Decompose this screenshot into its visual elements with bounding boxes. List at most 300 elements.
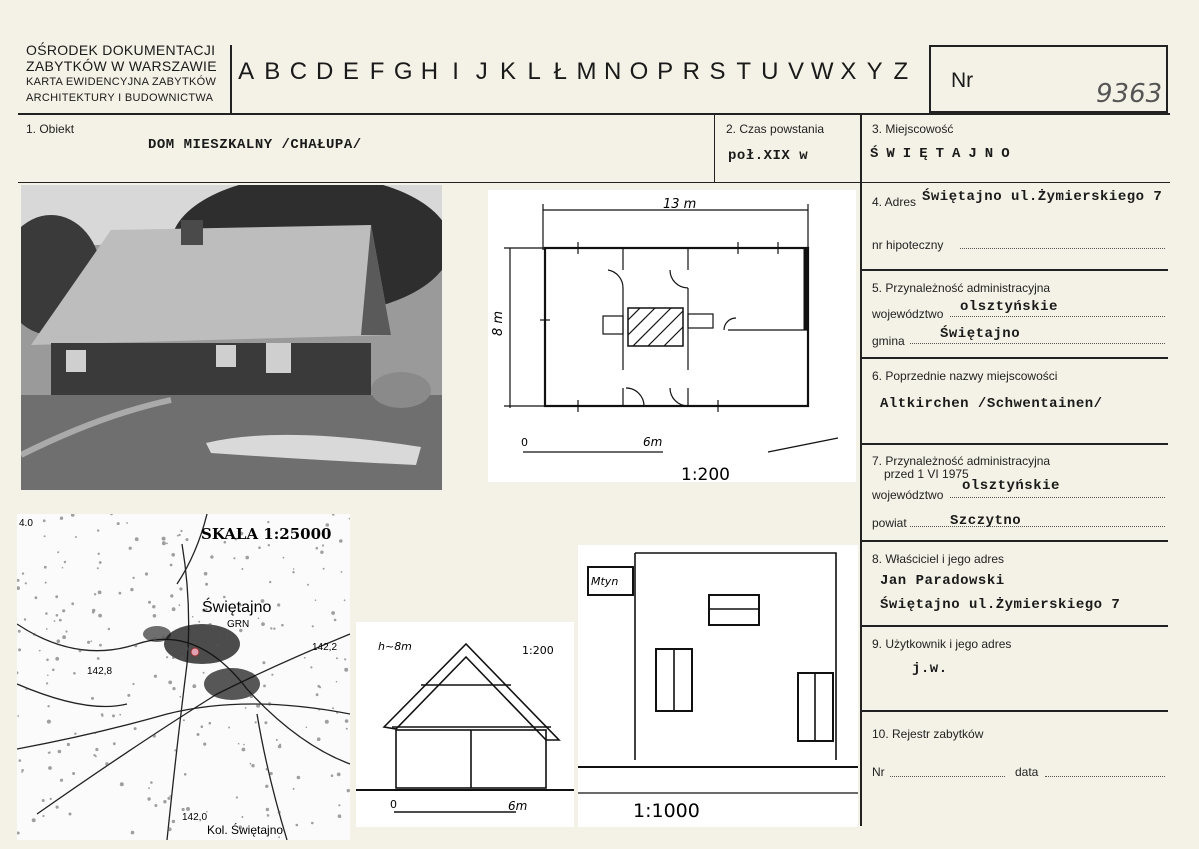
map-symbol xyxy=(320,551,323,554)
map-symbol xyxy=(186,538,189,541)
wlasciciel-line2: Świętajno ul.Żymierskiego 7 xyxy=(880,597,1121,613)
map-symbol xyxy=(163,800,166,803)
map-symbol xyxy=(172,687,175,690)
map-symbol xyxy=(135,537,139,541)
map-symbol xyxy=(62,609,65,612)
map-symbol xyxy=(276,739,278,741)
map-symbol xyxy=(267,814,270,817)
section-scalebar-label: 6m xyxy=(508,799,528,813)
map-symbol xyxy=(278,745,282,749)
map-symbol xyxy=(113,742,116,745)
org-line-2: ZABYTKÓW W WARSZAWIE xyxy=(26,58,217,74)
map-symbol xyxy=(323,568,325,570)
map-symbol xyxy=(44,566,47,569)
map-symbol xyxy=(304,657,306,659)
map-symbol xyxy=(336,681,338,683)
nr-value: 9363 xyxy=(1096,79,1163,109)
map-symbol xyxy=(71,602,74,605)
map-symbol xyxy=(192,616,194,618)
letter-15: O xyxy=(629,58,649,85)
map-symbol xyxy=(169,795,171,797)
admin-old-label: 7. Przynależność administracyjna xyxy=(872,454,1051,468)
powiat-value: Szczytno xyxy=(950,513,1022,529)
map-symbol xyxy=(268,544,270,546)
plan-width-label: 13 m xyxy=(663,197,697,212)
letter-10: K xyxy=(499,58,516,85)
map-symbol xyxy=(120,782,124,786)
map-symbol xyxy=(19,759,22,762)
map-card xyxy=(17,514,350,840)
powiat-label: powiat xyxy=(872,516,907,530)
map-symbol xyxy=(278,811,281,814)
letter-2: C xyxy=(289,58,308,85)
map-symbol xyxy=(147,797,150,800)
map-symbol xyxy=(185,647,189,651)
letter-14: N xyxy=(604,58,622,85)
rejestr-data-label: data xyxy=(1015,765,1039,779)
map-symbol xyxy=(268,702,271,705)
map-symbol xyxy=(119,714,121,716)
map-symbol xyxy=(42,799,45,802)
plan-scalebar-label: 6m xyxy=(643,435,663,449)
map-symbol xyxy=(112,714,115,717)
map-symbol xyxy=(119,592,122,595)
map-symbol xyxy=(99,644,102,647)
map-symbol xyxy=(150,781,153,784)
map-symbol xyxy=(152,605,155,608)
map-symbol xyxy=(44,535,46,537)
map-symbol xyxy=(131,831,135,835)
letter-16: P xyxy=(657,58,674,85)
map-symbol xyxy=(24,618,26,620)
map-symbol xyxy=(184,773,187,776)
map-symbol xyxy=(178,534,180,536)
letter-20: U xyxy=(761,58,779,85)
letter-11: L xyxy=(527,58,541,85)
map-symbol xyxy=(293,788,295,790)
map-symbol xyxy=(258,546,261,549)
letter-21: V xyxy=(788,58,805,85)
map-symbol xyxy=(181,657,184,660)
map-symbol xyxy=(168,681,172,685)
map-symbol xyxy=(148,601,151,604)
map-drawing xyxy=(17,514,350,840)
map-symbol xyxy=(97,657,100,660)
letter-22: W xyxy=(810,58,834,85)
admin-old-sub: przed 1 VI 1975 xyxy=(884,467,969,481)
letter-6: G xyxy=(393,58,413,85)
map-symbol xyxy=(43,519,46,522)
letter-3: D xyxy=(315,58,334,85)
map-symbol xyxy=(62,567,64,569)
rejestr-label: 10. Rejestr zabytków xyxy=(872,727,984,741)
map-symbol xyxy=(134,644,137,647)
map-symbol xyxy=(75,536,77,538)
map-symbol xyxy=(273,628,275,630)
site-tag: Mtyn xyxy=(591,575,619,588)
map-symbol xyxy=(59,619,62,622)
site-scale: 1:1000 xyxy=(633,800,700,822)
map-symbol xyxy=(325,720,329,724)
poprzednie-label: 6. Poprzednie nazwy miejscowości xyxy=(872,369,1058,383)
map-grn: GRN xyxy=(227,619,250,630)
map-symbol xyxy=(264,721,267,724)
wojewodztwo-old-label: województwo xyxy=(872,488,944,502)
map-symbol xyxy=(148,787,150,789)
map-symbol xyxy=(33,633,36,636)
map-symbol xyxy=(317,737,321,741)
plan-scale: 1:200 xyxy=(681,465,730,482)
map-symbol xyxy=(241,568,243,570)
map-symbol xyxy=(162,636,165,639)
map-symbol xyxy=(47,720,51,724)
map-symbol xyxy=(95,748,98,751)
map-symbol xyxy=(250,694,254,698)
org-line-1: OŚRODEK DOKUMENTACJI xyxy=(26,42,216,58)
map-symbol xyxy=(168,827,172,831)
map-symbol xyxy=(32,818,36,822)
map-symbol xyxy=(50,798,52,800)
map-symbol xyxy=(203,743,206,746)
map-symbol xyxy=(318,708,321,711)
map-symbol xyxy=(238,743,240,745)
map-symbol xyxy=(338,814,342,818)
map-symbol xyxy=(242,748,246,752)
letter-9: J xyxy=(475,58,488,85)
map-symbol xyxy=(45,612,48,615)
map-symbol xyxy=(219,638,221,640)
map-symbol xyxy=(65,630,67,632)
map-symbol xyxy=(269,581,271,583)
map-symbol xyxy=(42,815,44,817)
map-symbol xyxy=(296,824,299,827)
map-symbol xyxy=(145,572,148,575)
letter-19: T xyxy=(736,58,751,85)
map-symbol xyxy=(256,704,260,708)
map-symbol xyxy=(345,719,349,723)
map-symbol xyxy=(223,596,226,599)
map-symbol xyxy=(216,643,219,646)
map-symbol xyxy=(153,614,157,618)
letter-24: Y xyxy=(866,58,883,85)
map-symbol xyxy=(117,522,120,525)
map-symbol xyxy=(153,637,156,640)
map-symbol xyxy=(162,537,166,541)
map-symbol xyxy=(54,620,56,622)
map-symbol xyxy=(177,535,179,537)
map-symbol xyxy=(337,773,341,777)
map-symbol xyxy=(172,656,175,659)
map-symbol xyxy=(52,669,55,672)
map-symbol xyxy=(208,623,212,627)
map-bottom-label: Kol. Świętajno xyxy=(207,823,284,837)
map-symbol xyxy=(310,666,312,668)
map-symbol xyxy=(18,630,21,633)
map-symbol xyxy=(241,816,243,818)
map-symbol xyxy=(265,785,268,788)
obiekt-value: DOM MIESZKALNY /CHAŁUPA/ xyxy=(148,137,362,153)
map-symbol xyxy=(17,715,19,717)
map-symbol xyxy=(170,594,173,597)
map-symbol xyxy=(130,588,133,591)
map-symbol xyxy=(226,634,228,636)
map-elev-2: 142,8 xyxy=(87,666,113,677)
map-symbol xyxy=(339,539,343,543)
floor-plan-drawing xyxy=(488,190,856,482)
wojewodztwo-label: województwo xyxy=(872,307,944,321)
map-symbol xyxy=(56,806,59,809)
map-symbol xyxy=(166,656,168,658)
map-symbol xyxy=(97,529,99,531)
map-symbol xyxy=(319,686,321,688)
map-symbol xyxy=(266,808,269,811)
wlasciciel-line1: Jan Paradowski xyxy=(880,573,1005,589)
map-symbol xyxy=(172,607,176,611)
house-photo-image xyxy=(21,185,442,490)
uzytkownik-value: j.w. xyxy=(912,661,948,677)
section-card xyxy=(356,622,574,827)
map-symbol xyxy=(91,640,93,642)
map-symbol xyxy=(316,693,319,696)
map-symbol xyxy=(293,568,295,570)
map-symbol xyxy=(72,772,75,775)
map-symbol xyxy=(73,672,76,675)
map-symbol xyxy=(98,614,102,618)
map-symbol xyxy=(203,672,205,674)
wojewodztwo-value: olsztyńskie xyxy=(960,299,1058,315)
letter-0: A xyxy=(238,58,255,85)
map-scale-label: SKALA 1:25000 xyxy=(201,525,332,543)
map-symbol xyxy=(46,682,48,684)
map-symbol xyxy=(46,659,49,662)
map-symbol xyxy=(21,771,23,773)
map-left-top: 4.0 xyxy=(19,518,33,529)
map-symbol xyxy=(334,619,337,622)
section-height-label: h~8m xyxy=(378,640,412,653)
map-town: Świętajno xyxy=(202,599,272,616)
map-symbol xyxy=(55,657,59,661)
map-symbol xyxy=(170,564,173,567)
map-symbol xyxy=(45,582,47,584)
map-symbol xyxy=(57,551,59,553)
map-symbol xyxy=(346,728,348,730)
map-symbol xyxy=(255,721,257,723)
map-symbol xyxy=(267,521,269,523)
map-symbol xyxy=(94,732,96,734)
map-symbol xyxy=(277,603,280,606)
map-symbol xyxy=(49,751,51,753)
map-symbol xyxy=(47,705,49,707)
map-symbol xyxy=(312,625,314,627)
map-symbol xyxy=(186,807,190,811)
map-symbol xyxy=(205,583,208,586)
letter-7: H xyxy=(420,58,439,85)
map-symbol xyxy=(262,661,265,664)
gmina-value: Świętajno xyxy=(940,326,1021,342)
map-symbol xyxy=(236,673,238,675)
map-symbol xyxy=(46,628,48,630)
map-symbol xyxy=(99,561,102,564)
map-symbol xyxy=(179,587,182,590)
map-symbol xyxy=(283,557,285,559)
map-symbol xyxy=(105,762,109,766)
miejscowosc-value: ŚWIĘTAJNO xyxy=(870,146,1018,162)
map-symbol xyxy=(182,808,185,811)
map-symbol xyxy=(271,674,273,676)
map-symbol xyxy=(102,715,104,717)
hipoteczny-label: nr hipoteczny xyxy=(872,238,944,252)
czas-label: 2. Czas powstania xyxy=(726,122,825,136)
map-symbol xyxy=(338,804,340,806)
map-symbol xyxy=(209,722,212,725)
site-plan-card xyxy=(578,545,858,827)
map-symbol xyxy=(204,572,208,576)
section-scalebar-zero: 0 xyxy=(390,798,397,811)
map-symbol xyxy=(126,522,128,524)
org-line-4: ARCHITEKTURY I BUDOWNICTWA xyxy=(26,92,214,104)
section-drawing xyxy=(356,622,574,827)
map-symbol xyxy=(134,727,137,730)
map-symbol xyxy=(292,571,294,573)
org-line-3: KARTA EWIDENCYJNA ZABYTKÓW xyxy=(26,76,217,88)
nr-label: Nr xyxy=(951,69,974,92)
map-symbol xyxy=(210,555,213,558)
map-symbol xyxy=(261,622,265,626)
map-symbol xyxy=(62,635,66,639)
map-symbol xyxy=(245,556,249,560)
letter-23: X xyxy=(840,58,857,85)
house-photo xyxy=(21,185,442,490)
map-symbol xyxy=(245,707,247,709)
map-symbol xyxy=(154,675,157,678)
map-symbol xyxy=(171,553,175,557)
nr-box xyxy=(929,45,1168,113)
adres-value: Świętajno ul.Żymierskiego 7 xyxy=(922,189,1163,205)
map-symbol xyxy=(344,599,346,601)
map-symbol xyxy=(162,541,166,545)
map-symbol xyxy=(57,639,61,643)
map-elev-1: 142,2 xyxy=(312,642,338,653)
map-symbol xyxy=(235,682,237,684)
map-symbol xyxy=(197,733,200,736)
map-symbol xyxy=(108,628,110,630)
map-symbol xyxy=(47,675,49,677)
map-symbol xyxy=(132,577,134,579)
map-symbol xyxy=(263,685,266,688)
uzytkownik-label: 9. Użytkownik i jego adres xyxy=(872,637,1012,651)
map-symbol xyxy=(39,650,41,652)
map-symbol xyxy=(18,648,21,651)
map-symbol xyxy=(172,820,175,823)
map-symbol xyxy=(91,697,94,700)
map-symbol xyxy=(92,611,95,614)
map-symbol xyxy=(233,557,235,559)
wojewodztwo-old-value: olsztyńskie xyxy=(962,478,1060,494)
map-symbol xyxy=(132,683,134,685)
map-symbol xyxy=(93,754,95,756)
map-symbol xyxy=(94,593,96,595)
letter-1: B xyxy=(264,58,281,85)
map-symbol xyxy=(198,621,200,623)
map-symbol xyxy=(129,547,132,550)
floor-plan-card xyxy=(488,190,856,482)
map-symbol xyxy=(180,530,182,532)
map-symbol xyxy=(22,572,24,574)
map-symbol xyxy=(221,689,223,691)
map-symbol xyxy=(174,749,176,751)
map-symbol xyxy=(311,822,314,825)
map-symbol xyxy=(270,627,272,629)
map-symbol xyxy=(331,774,334,777)
map-symbol xyxy=(322,544,324,546)
map-symbol xyxy=(236,796,238,798)
map-symbol xyxy=(179,696,181,698)
letter-5: F xyxy=(369,58,385,85)
map-symbol xyxy=(281,624,284,627)
letter-17: R xyxy=(682,58,700,85)
map-symbol xyxy=(307,584,309,586)
miejscowosc-label: 3. Miejscowość xyxy=(872,122,954,136)
map-symbol xyxy=(336,711,338,713)
map-symbol xyxy=(60,517,63,520)
map-symbol xyxy=(167,797,170,800)
letter-13: M xyxy=(576,58,597,85)
map-symbol xyxy=(25,582,27,584)
map-symbol xyxy=(127,694,130,697)
map-symbol xyxy=(166,543,168,545)
map-symbol xyxy=(306,727,308,729)
map-symbol xyxy=(60,779,63,782)
map-symbol xyxy=(183,719,185,721)
czas-value: poł.XIX w xyxy=(728,148,809,164)
letter-8: I xyxy=(452,58,459,85)
map-symbol xyxy=(344,658,346,660)
letter-18: S xyxy=(709,58,726,85)
map-symbol xyxy=(347,789,350,792)
gmina-label: gmina xyxy=(872,334,905,348)
adres-label: 4. Adres xyxy=(872,195,917,209)
alphabet-index xyxy=(233,58,914,86)
map-symbol xyxy=(201,725,204,728)
map-symbol xyxy=(315,599,317,601)
map-symbol xyxy=(181,650,183,652)
obiekt-label: 1. Obiekt xyxy=(26,122,75,136)
map-symbol xyxy=(212,625,215,628)
map-elev-3: 142,0 xyxy=(182,812,208,823)
map-symbol xyxy=(98,591,102,595)
plan-depth-label: 8 m xyxy=(491,310,506,336)
map-symbol xyxy=(154,804,157,807)
map-symbol xyxy=(258,618,260,620)
letter-12: Ł xyxy=(553,58,568,85)
map-symbol xyxy=(56,614,59,617)
map-symbol xyxy=(316,547,319,550)
letter-25: Z xyxy=(893,58,909,85)
map-symbol xyxy=(270,772,273,775)
letter-4: E xyxy=(342,58,359,85)
map-symbol xyxy=(266,768,269,771)
map-symbol xyxy=(21,769,24,772)
map-symbol xyxy=(243,744,245,746)
admin-label: 5. Przynależność administracyjna xyxy=(872,281,1051,295)
map-symbol xyxy=(297,776,301,780)
map-symbol xyxy=(58,750,62,754)
institution-block xyxy=(26,42,217,106)
map-symbol xyxy=(331,611,335,615)
map-symbol xyxy=(341,571,343,573)
map-symbol xyxy=(344,668,348,672)
map-symbol xyxy=(251,764,254,767)
